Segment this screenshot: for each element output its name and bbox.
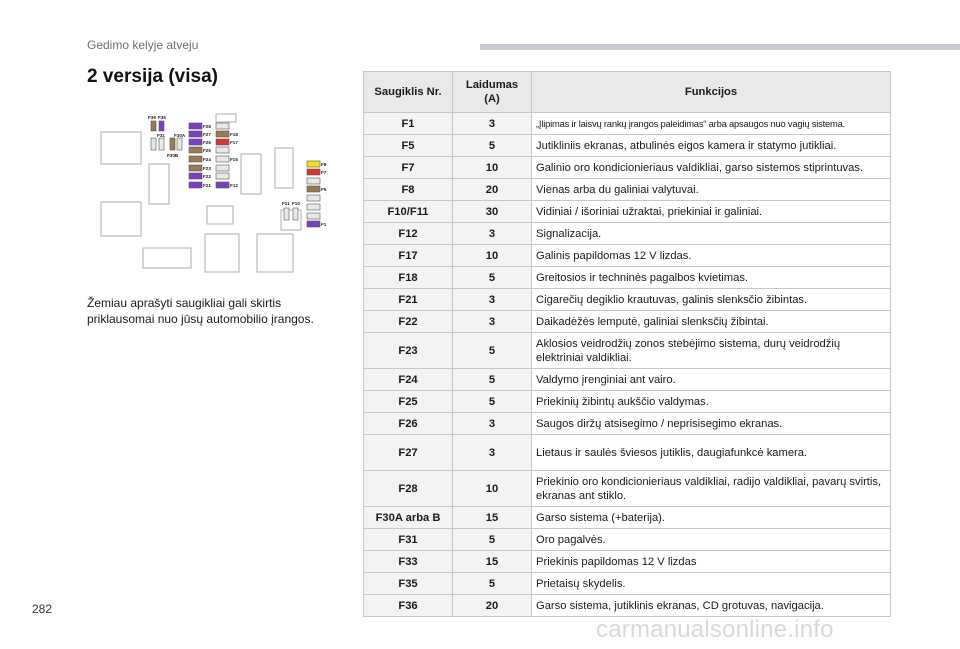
equipment-note: Žemiau aprašyti saugikliai gali skirtis priklausomai nuo jūsų automobilio įrangos.	[87, 296, 314, 326]
connector-block	[207, 206, 233, 224]
fuse-label: F21	[203, 183, 211, 188]
connector-block	[101, 132, 141, 164]
table-row	[364, 289, 891, 311]
fuse-rating: 5	[453, 333, 532, 369]
table-row	[364, 223, 891, 245]
table-row	[364, 113, 891, 135]
fuse-rating: 10	[453, 157, 532, 179]
fuse-function: Lietaus ir saulės šviesos jutiklis, daugiafunkcė kamera.	[532, 435, 891, 471]
fuse-f36	[151, 121, 156, 131]
fuse-function: Signalizacija.	[532, 223, 891, 245]
table-header-row	[364, 72, 891, 113]
table-row	[364, 311, 891, 333]
fuse-number: F8	[364, 179, 453, 201]
table-row	[364, 267, 891, 289]
table-row	[364, 435, 891, 471]
table-row	[364, 413, 891, 435]
fuse-rating: 30	[453, 201, 532, 223]
fuse-label: F5	[321, 187, 327, 192]
fuse-label: F15	[230, 157, 238, 162]
fuse-number: F24	[364, 369, 453, 391]
fuse-rating: 20	[453, 595, 532, 617]
fuse-rating: 15	[453, 551, 532, 573]
table-row	[364, 551, 891, 573]
fuse-function: Priekinio oro kondicionieriaus valdikliai, radijo valdikliai, pavarų svirtis, ekranas ant stiklo.	[532, 471, 891, 507]
fuse-label: F12	[230, 183, 238, 188]
connector-block	[275, 148, 293, 188]
fuse-number: F12	[364, 223, 453, 245]
fuse-rating: 20	[453, 179, 532, 201]
fuse-f26	[189, 139, 202, 145]
table-row	[364, 201, 891, 223]
fuse-function: Vidiniai / išoriniai užraktai, priekiniai ir galiniai.	[532, 201, 891, 223]
fuse-function: Saugos diržų atsisegimo / neprisisegimo ekranas.	[532, 413, 891, 435]
fuse-label: F23	[203, 166, 211, 171]
connector-block	[101, 202, 141, 236]
fuse-rating: 3	[453, 435, 532, 471]
fuse-number: F33	[364, 551, 453, 573]
fusebox-diagram	[97, 108, 337, 280]
fuse-rating: 5	[453, 135, 532, 157]
fuse-function: „Įlipimas ir laisvų rankų įrangos paleidimas“ arba apsaugos nuo vagių sistema.	[532, 113, 891, 135]
fuse-label: F7	[321, 170, 327, 175]
fuse-f25	[189, 147, 202, 153]
fuse-label: F31	[157, 133, 165, 138]
fuse-f8	[307, 161, 320, 167]
fuse-f31b	[159, 138, 164, 150]
fuse-function: Daikadėžės lemputė, galiniai slenksčių žibintai.	[532, 311, 891, 333]
fuse-function: Aklosios veidrodžių zonos stebėjimo sistema, durų veidrodžių elektriniai valdikliai.	[532, 333, 891, 369]
table-row	[364, 179, 891, 201]
connector-block	[257, 234, 293, 272]
fuse-rating: 10	[453, 471, 532, 507]
connector-block	[216, 114, 236, 122]
fuse-label: F28	[203, 124, 211, 129]
fuse-label: F27	[203, 132, 211, 137]
page-number: 282	[32, 602, 53, 616]
fuse-label: F25	[203, 148, 211, 153]
fuse-label: F36	[148, 115, 156, 120]
fuse-function: Priekinių žibintų aukščio valdymas.	[532, 391, 891, 413]
fuse-number: F25	[364, 391, 453, 413]
table-row	[364, 471, 891, 507]
fuse-number: F27	[364, 435, 453, 471]
fuse-label: F26	[203, 140, 211, 145]
fuse-function: Prietaisų skydelis.	[532, 573, 891, 595]
fuse-f21	[189, 182, 202, 188]
fuse-number: F30A arba B	[364, 507, 453, 529]
fuse-label: F8	[321, 162, 327, 167]
fuse-function: Vienas arba du galiniai valytuvai.	[532, 179, 891, 201]
fuse-function: Valdymo įrenginiai ant vairo.	[532, 369, 891, 391]
fuse-label: F24	[203, 157, 211, 162]
fuse-number: F18	[364, 267, 453, 289]
table-row	[364, 595, 891, 617]
fuse-label: F30B	[167, 153, 179, 158]
fuse-rating: 3	[453, 413, 532, 435]
fuse-number: F31	[364, 529, 453, 551]
table-row	[364, 529, 891, 551]
table-row	[364, 573, 891, 595]
fuse-function: Garso sistema, jutiklinis ekranas, CD grotuvas, navigacija.	[532, 595, 891, 617]
running-header: Gedimo kelyje atveju	[87, 38, 199, 52]
fuse-number: F23	[364, 333, 453, 369]
fuse-f35	[159, 121, 164, 131]
fuse-function: Cigarečių degiklio krautuvas, galinis slenksčio žibintas.	[532, 289, 891, 311]
fuse-rating: 5	[453, 529, 532, 551]
fuse-label: F22	[203, 174, 211, 179]
fuse-label: F10	[292, 201, 300, 206]
table-row	[364, 391, 891, 413]
fuse-number: F7	[364, 157, 453, 179]
watermark: carmanualsonline.info	[596, 616, 834, 643]
fuse-f10	[293, 208, 298, 220]
fuse-table	[363, 71, 891, 617]
column-header-fuse: Saugiklis Nr.	[364, 72, 453, 113]
fuse-f7	[307, 169, 320, 175]
fuse-rating: 5	[453, 267, 532, 289]
fuse-function: Jutikliniis ekranas, atbulinės eigos kamera ir statymo jutikliai.	[532, 135, 891, 157]
fuse-rating: 5	[453, 369, 532, 391]
fuse-number: F17	[364, 245, 453, 267]
section-title: 2 versija (visa)	[87, 66, 218, 87]
fuse-function: Priekinis papildomas 12 V lizdas	[532, 551, 891, 573]
fuse-f15	[216, 156, 229, 162]
fuse-function: Greitosios ir techninės pagalbos kvietimas.	[532, 267, 891, 289]
fuse-number: F35	[364, 573, 453, 595]
table-row	[364, 157, 891, 179]
fuse-number: F36	[364, 595, 453, 617]
table-row	[364, 507, 891, 529]
table-row	[364, 135, 891, 157]
fuse-number: F28	[364, 471, 453, 507]
fuse-rating: 3	[453, 113, 532, 135]
fuse-number: F5	[364, 135, 453, 157]
fuse-number: F10/F11	[364, 201, 453, 223]
fuse-number: F22	[364, 311, 453, 333]
connector-block	[241, 154, 261, 194]
table-row	[364, 245, 891, 267]
fuse-label: F30A	[174, 133, 186, 138]
table-row	[364, 333, 891, 369]
header-rule	[480, 44, 960, 50]
fuse-f30b	[177, 138, 182, 150]
fuse-f17	[216, 139, 229, 145]
fuse-rating: 5	[453, 573, 532, 595]
fuse-f11	[284, 208, 289, 220]
fuse-label: F11	[282, 201, 290, 206]
fuse-rating: 10	[453, 245, 532, 267]
fuse-f30a	[170, 138, 175, 150]
fuse-number: F21	[364, 289, 453, 311]
fuse-f1	[307, 221, 320, 227]
fuse-f12	[216, 182, 229, 188]
fuse-label: F18	[230, 132, 238, 137]
fuse-label: F1	[321, 222, 327, 227]
fuse-f27	[189, 131, 202, 137]
fuse-rating: 3	[453, 311, 532, 333]
fuse-function: Oro pagalvės.	[532, 529, 891, 551]
fuse-rating: 5	[453, 391, 532, 413]
column-header-rating: Laidumas (A)	[453, 72, 532, 113]
column-header-functions: Funkcijos	[532, 72, 891, 113]
fuse-f22	[189, 173, 202, 179]
fuse-rating: 15	[453, 507, 532, 529]
fuse-f18	[216, 131, 229, 137]
fuse-label: F35	[158, 115, 166, 120]
fuse-label: F17	[230, 140, 238, 145]
fuse-function: Garso sistema (+baterija).	[532, 507, 891, 529]
fuse-f23	[189, 165, 202, 171]
fuse-rating: 3	[453, 289, 532, 311]
fuse-function: Galinio oro kondicionieriaus valdikliai, garso sistemos stiprintuvas.	[532, 157, 891, 179]
connector-block	[205, 234, 239, 272]
fuse-f5	[307, 186, 320, 192]
fuse-f31	[151, 138, 156, 150]
fuse-number: F1	[364, 113, 453, 135]
connector-block	[149, 164, 169, 204]
fuse-f24	[189, 156, 202, 162]
connector-block	[143, 248, 191, 268]
fuse-f28	[189, 123, 202, 129]
fuse-number: F26	[364, 413, 453, 435]
fuse-function: Galinis papildomas 12 V lizdas.	[532, 245, 891, 267]
table-row	[364, 369, 891, 391]
fuse-rating: 3	[453, 223, 532, 245]
